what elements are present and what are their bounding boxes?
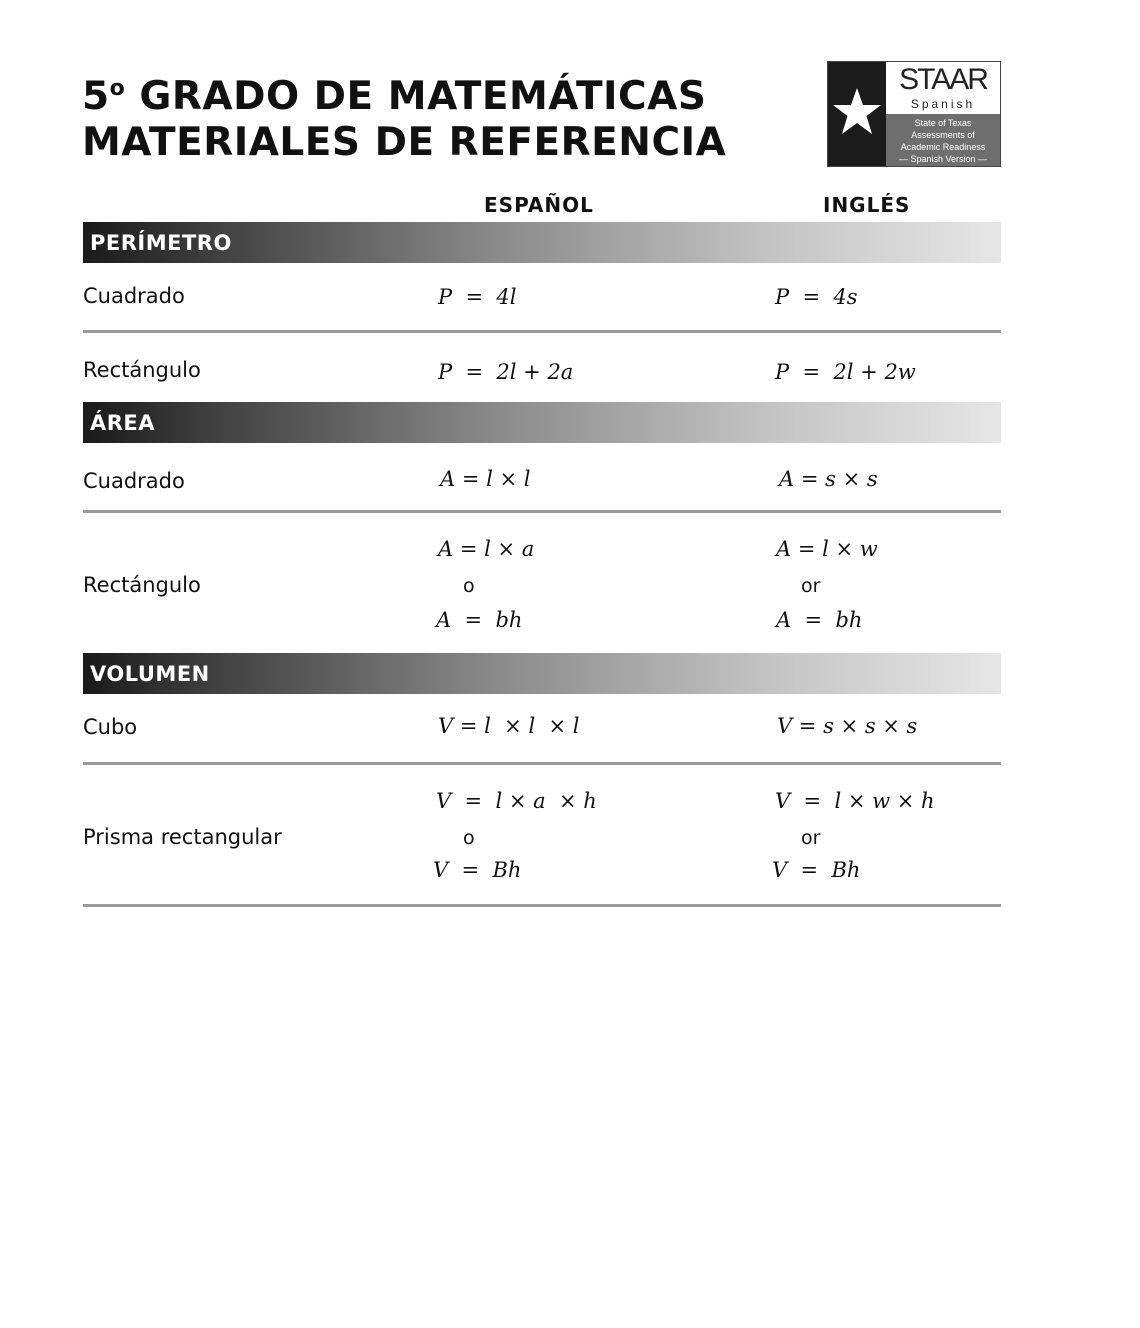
row-label-volume-prism: Prisma rectangular	[83, 825, 282, 849]
formula-es-area-rectangle: A = l × a	[438, 537, 535, 561]
formula-en-area-square: A = s × s	[779, 467, 878, 491]
formula-es-volume-prism-alt: V = Bh	[433, 858, 522, 882]
formula-en-area-rectangle: A = l × w	[776, 537, 878, 561]
formula-es-volume-prism: V = l × a × h	[436, 789, 597, 813]
formula-en-perimeter-square: P = 4s	[775, 285, 858, 309]
row-label-perimeter-square: Cuadrado	[83, 284, 185, 308]
column-header-spanish: ESPAÑOL	[484, 193, 594, 217]
row-divider	[83, 330, 1001, 333]
logo-tagline: State of Texas Assessments of Academic Readiness — Spanish Version —	[886, 114, 1000, 166]
conjunction-es: o	[463, 827, 475, 849]
conjunction-en: or	[801, 827, 821, 849]
column-header-english: INGLÉS	[823, 193, 911, 217]
section-header-perimeter: PERÍMETRO	[83, 222, 1001, 263]
formula-en-area-rectangle-alt: A = bh	[776, 608, 863, 632]
row-label-area-square: Cuadrado	[83, 469, 185, 493]
row-label-perimeter-rectangle: Rectángulo	[83, 358, 201, 382]
conjunction-es: o	[463, 575, 475, 597]
row-divider	[83, 904, 1001, 907]
formula-en-volume-prism: V = l × w × h	[775, 789, 935, 813]
formula-es-area-square: A = l × l	[440, 467, 531, 491]
page-title	[82, 74, 726, 166]
section-header-area: ÁREA	[83, 402, 1001, 443]
logo-brand: STAAR	[899, 63, 987, 96]
section-header-volume: VOLUMEN	[83, 653, 1001, 694]
row-divider	[83, 762, 1001, 765]
conjunction-en: or	[801, 575, 821, 597]
row-divider	[83, 510, 1001, 513]
formula-es-perimeter-rectangle: P = 2l + 2a	[438, 360, 574, 384]
star-icon-box	[828, 62, 886, 166]
formula-en-volume-prism-alt: V = Bh	[772, 858, 861, 882]
formula-en-perimeter-rectangle: P = 2l + 2w	[775, 360, 916, 384]
formula-en-volume-cube: V = s × s × s	[777, 714, 918, 738]
title-line-1: 5$^o$ GRADO DE MATEMÁTICAS	[82, 74, 707, 119]
row-label-area-rectangle: Rectángulo	[83, 573, 201, 597]
logo-sub: Spanish	[910, 97, 976, 111]
title-line-2: MATERIALES DE REFERENCIA	[82, 120, 727, 165]
row-label-volume-cube: Cubo	[83, 715, 138, 739]
formula-es-volume-cube: V = l × l × l	[438, 714, 580, 738]
formula-es-area-rectangle-alt: A = bh	[436, 608, 523, 632]
star-icon	[832, 86, 882, 136]
formula-es-perimeter-square: P = 4l	[438, 285, 517, 309]
staar-logo	[827, 61, 1001, 167]
